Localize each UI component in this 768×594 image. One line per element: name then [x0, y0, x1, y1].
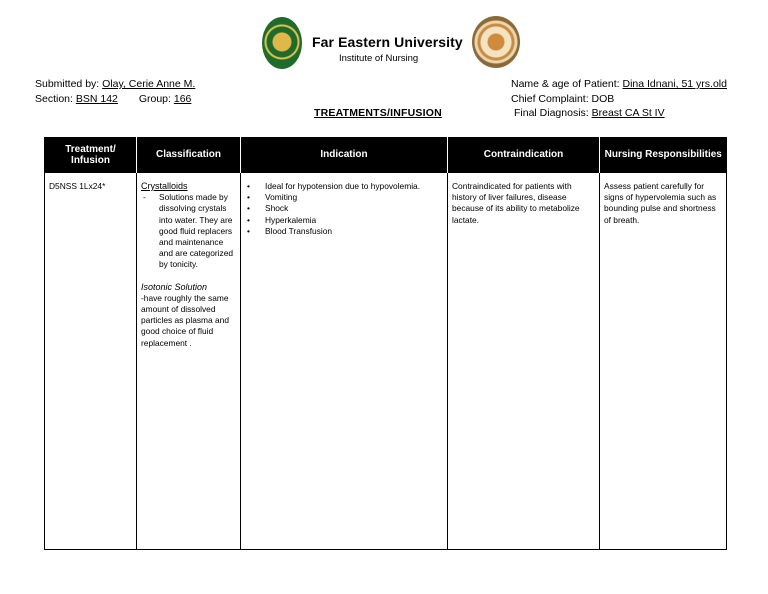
patient-label: Name & age of Patient: [511, 78, 620, 90]
nursing-text: Assess patient carefully for signs of hypervolemia such as bounding pulse and shortness of breath. [604, 181, 717, 225]
page-title: TREATMENTS/INFUSION [314, 107, 442, 119]
chief-complaint [511, 93, 614, 105]
header-indication: Indication [241, 137, 448, 173]
table-row [45, 173, 727, 550]
cell-treatment [45, 173, 137, 550]
institute-name: Institute of Nursing [339, 53, 419, 64]
classification-heading: Crystalloids [141, 181, 188, 191]
cell-classification [137, 173, 241, 550]
complaint-label: Chief Complaint: [511, 93, 589, 105]
indication-item: • Vomiting [261, 192, 443, 203]
treatment-table [44, 137, 727, 550]
section-group [35, 93, 191, 105]
complaint-value: DOB [591, 93, 615, 105]
submitted-by-value: Olay, Cerie Anne M. [102, 78, 196, 90]
university-name: Far Eastern University [312, 34, 463, 50]
cell-contraindication [448, 173, 600, 550]
treatment-value: D5NSS 1Lx24* [49, 181, 106, 191]
cell-indication [241, 173, 448, 550]
indication-item: • Shock [261, 203, 443, 214]
patient-value: Dina Idnani, 51 yrs.old [622, 78, 727, 90]
classification-list [141, 192, 236, 270]
nursing-seal-icon [472, 16, 520, 68]
diagnosis-label: Final Diagnosis: [514, 107, 589, 119]
header-nursing: Nursing Responsibilities [600, 137, 727, 173]
submitted-by-label: Submitted by: [35, 78, 100, 90]
final-diagnosis [514, 107, 665, 119]
isotonic-text: -have roughly the same amount of dissolved particles as plasma and good choice of fluid replacement . [141, 292, 229, 348]
isotonic-heading: Isotonic Solution [141, 281, 208, 292]
section-label: Section: [35, 93, 73, 105]
submitted-by [35, 78, 195, 90]
indication-list [245, 181, 443, 237]
indication-item: • Blood Transfusion [261, 226, 443, 237]
header-contraindication: Contraindication [448, 137, 600, 173]
diagnosis-value: Breast CA St IV [591, 107, 665, 119]
feu-seal-icon [262, 17, 302, 69]
indication-item: • Hyperkalemia [261, 215, 443, 226]
section-value: BSN 142 [75, 93, 118, 105]
group-label: Group: [138, 93, 171, 105]
group-value: 166 [173, 93, 192, 105]
contraindication-text: Contraindicated for patients with history of liver failures, disease because of its ability to metabolize lactate. [452, 181, 580, 225]
classification-text: - Solutions made by dissolving crystals into water. They are good fluid replacers and maintenance and are categorized by tonicity. [141, 192, 236, 270]
indication-item: • Ideal for hypotension due to hypovolemia. [261, 181, 443, 192]
header-classification: Classification [137, 137, 241, 173]
table-header-row [45, 137, 727, 173]
cell-nursing [600, 173, 727, 550]
patient-name-age [511, 78, 727, 90]
header-treatment: Treatment/ Infusion [45, 137, 137, 173]
